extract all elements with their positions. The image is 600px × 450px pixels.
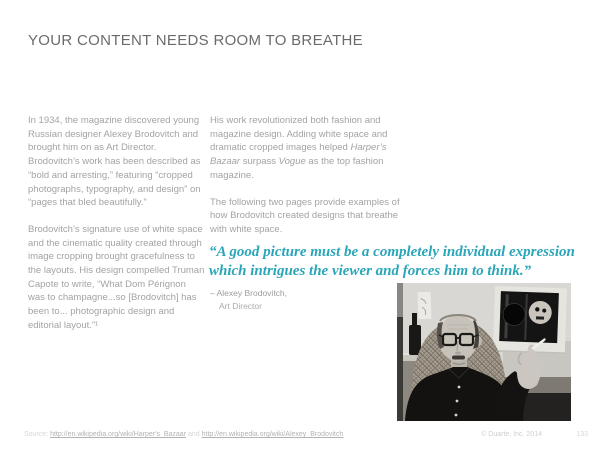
- quote-attribution: [210, 287, 287, 312]
- right-paragraph-2: The following two pages provide examples of how Brodovitch created designs that breathe with white space.: [210, 196, 400, 235]
- quote-attribution-name: – Alexey Brodovitch,: [210, 288, 288, 298]
- right-text-column: [210, 114, 400, 237]
- right-paragraph-1: His work revolutionized both fashion and magazine design. Adding white space and dramatic cropped images helped Harper’s Bazaar surpass Vogue as the top fashion magazine.: [210, 115, 388, 181]
- source-label: Source:: [24, 431, 49, 438]
- source-note: [24, 431, 343, 438]
- copyright-notice: © Duarte, Inc. 2014: [481, 431, 542, 438]
- page-title: YOUR CONTENT NEEDS ROOM TO BREATHE: [28, 32, 363, 49]
- left-paragraph-2: Brodovitch’s signature use of white space and the cinematic quality created through image cropping brought gracefulness to the layouts. His design compelled Truman Capote to write, “What Dom Pérignon was to champagne...so [Brodovitch] has been to... photographic design and editorial layout.”¹: [28, 223, 205, 331]
- pull-quote: “A good picture must be a completely individual expression which intrigues the viewer and forces him to think.”: [209, 244, 575, 279]
- page-number: 133: [576, 431, 588, 438]
- source-link-alexey-brodovitch[interactable]: http://en.wikipedia.org/wiki/Alexey_Brodovitch: [201, 431, 344, 438]
- left-text-column: [28, 114, 205, 333]
- quote-attribution-role: Art Director: [219, 300, 262, 311]
- source-link-harpers-bazaar[interactable]: http://en.wikipedia.org/wiki/Harper's_Bazaar: [50, 431, 187, 438]
- left-paragraph-1: In 1934, the magazine discovered young Russian designer Alexey Brodovitch and brought him on as Art Director. Brodovitch’s work has been described as “bold and arresting,” featuring “cropped photographs, typography, and design” on “pages that bled beautifully.”: [28, 115, 201, 209]
- brodovitch-photo: [397, 283, 571, 421]
- source-conjunction: and: [188, 431, 200, 438]
